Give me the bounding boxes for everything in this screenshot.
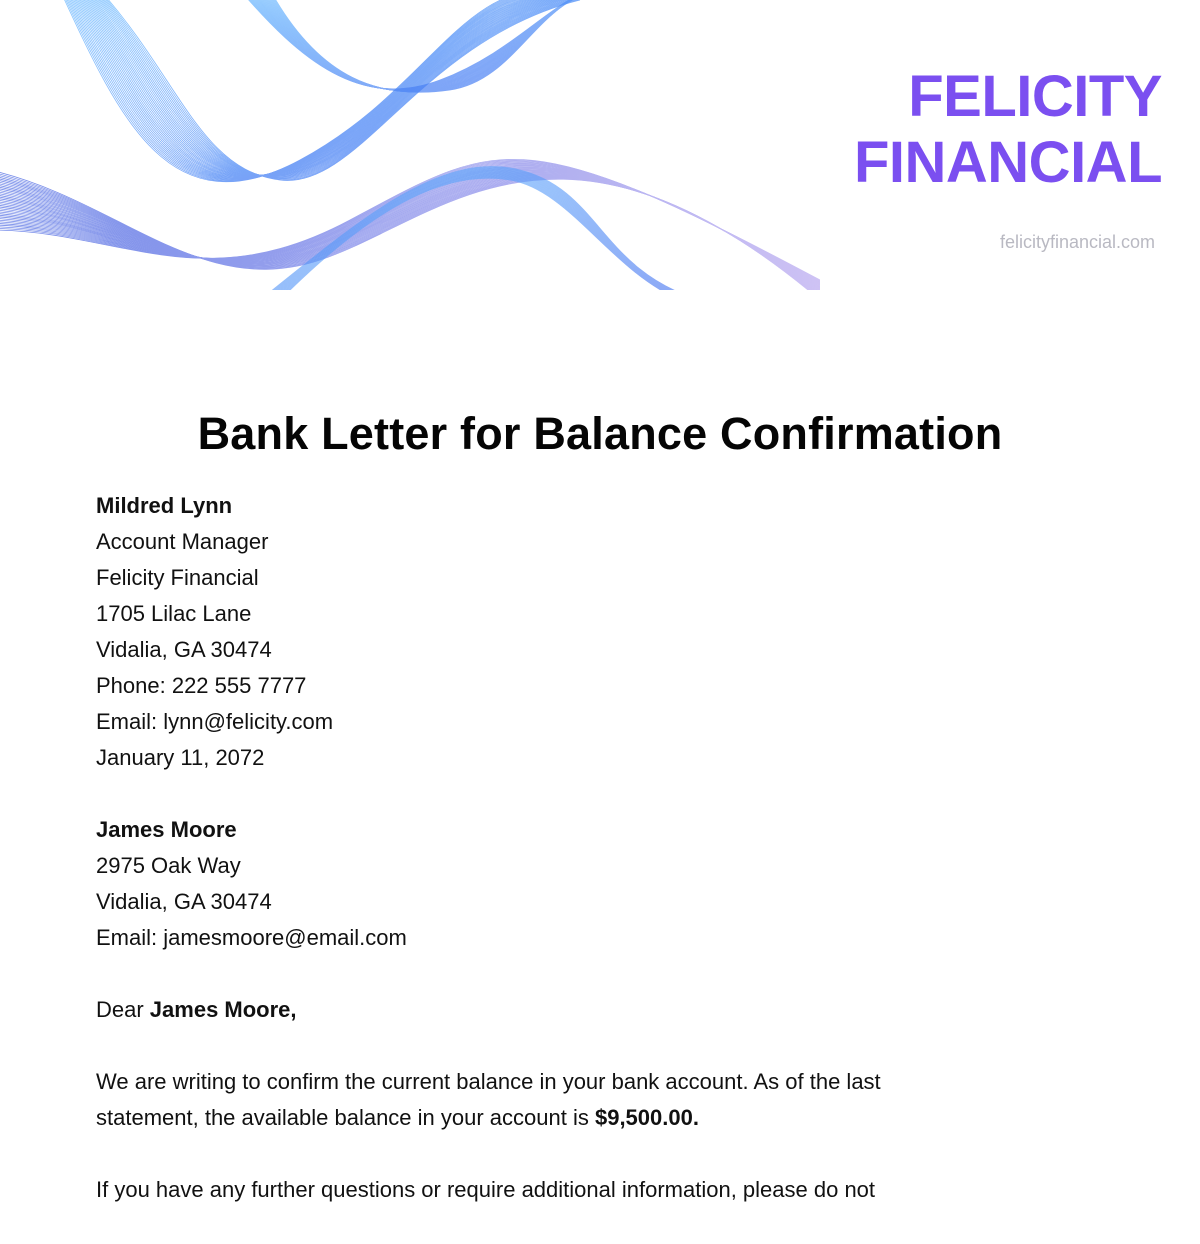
- sender-name: Mildred Lynn: [96, 493, 233, 518]
- company-website: felicityfinancial.com: [999, 232, 1155, 252]
- recipient-name: James Moore: [96, 817, 237, 842]
- sender-company: Felicity Financial: [96, 565, 259, 590]
- sender-email: Email: lynn@felicity.com: [96, 709, 334, 734]
- sender-street: 1705 Lilac Lane: [96, 601, 252, 626]
- recipient-block: [96, 812, 1106, 956]
- paragraph1-line2: [96, 1100, 1106, 1136]
- decorative-wave-graphic: [0, 0, 820, 290]
- brand-name-line2: FINANCIAL: [853, 130, 1162, 195]
- sender-phone: Phone: 222 555 7777: [96, 673, 307, 698]
- recipient-email: Email: jamesmoore@email.com: [96, 925, 407, 950]
- balance-amount: $9,500.00.: [594, 1105, 699, 1130]
- recipient-street: 2975 Oak Way: [96, 853, 241, 878]
- recipient-city: Vidalia, GA 30474: [96, 889, 272, 914]
- sender-block: [96, 488, 1106, 776]
- salutation-name: James Moore,: [149, 997, 297, 1022]
- brand-name-line1: FELICITY: [908, 64, 1162, 129]
- paragraph1-line1: We are writing to confirm the current balance in your bank account. As of the last: [96, 1069, 881, 1094]
- paragraph-balance: [96, 1064, 1106, 1136]
- sender-city: Vidalia, GA 30474: [96, 637, 272, 662]
- brand-logo-text: [854, 64, 1162, 196]
- sender-position: Account Manager: [96, 529, 269, 554]
- salutation-prefix: Dear: [96, 997, 150, 1022]
- salutation: [96, 992, 1106, 1028]
- paragraph-further-questions: [96, 1172, 1106, 1208]
- paragraph2-line1: If you have any further questions or require additional information, please do not: [96, 1177, 876, 1202]
- document-title: Bank Letter for Balance Confirmation: [197, 408, 1003, 459]
- paragraph1-line2-text: statement, the available balance in your account is: [96, 1105, 595, 1130]
- letter-date: January 11, 2072: [96, 745, 265, 770]
- letterhead: [0, 0, 1200, 290]
- letter-body: [96, 488, 1106, 1244]
